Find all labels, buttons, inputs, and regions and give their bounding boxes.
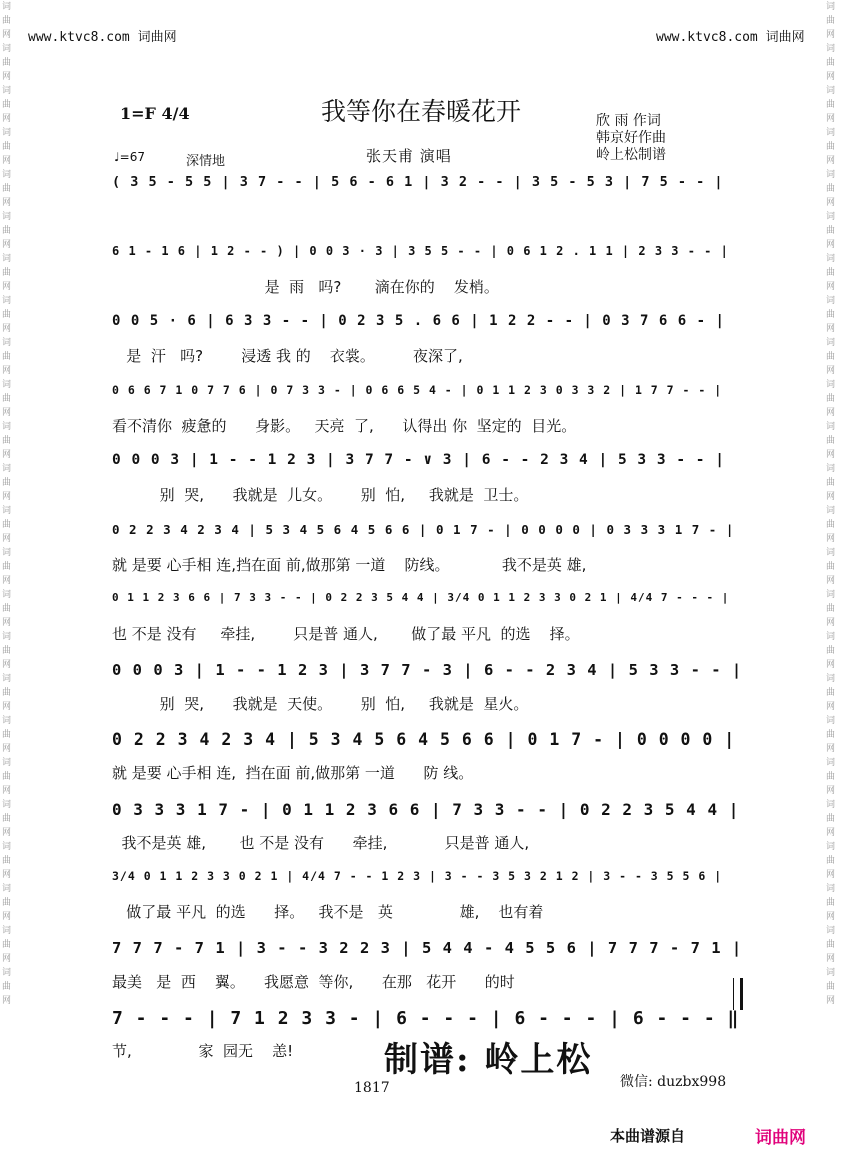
singer-credit: 张天甫 演唱 — [366, 147, 452, 165]
notation-row: 6 1 - 1 6 | 1 2 - - ) | 0 0 3 · 3 | 3 5 5 - - | 0 6 1 2 . 1 1 | 2 3 3 - - | — [112, 244, 729, 258]
notation-row: 0 2 2 3 4 2 3 4 | 5 3 4 5 6 4 5 6 6 | 0 1 7 - | 0 0 0 0 | — [112, 730, 736, 749]
site-url-right[interactable]: www.ktvc8.com 词曲网 — [656, 30, 805, 45]
notation-row: 0 2 2 3 4 2 3 4 | 5 3 4 5 6 4 5 6 6 | 0 1 7 - | 0 0 0 0 | 0 3 3 3 1 7 - | — [112, 522, 735, 537]
lyric-row: 做了最 平凡 的选 择。 我不是 英 雄, 也有着 — [112, 903, 544, 921]
notation-row: ( 3 5 - 5 5 | 3 7 - - | 5 6 - 6 1 | 3 2 - - | 3 5 - 5 3 | 7 5 - - | — [112, 174, 724, 190]
expression-marking: 深情地 — [186, 154, 226, 169]
lyric-row: 别 哭, 我就是 天使。 别 怕, 我就是 星火。 — [112, 695, 529, 713]
lyric-row: 最美 是 西 翼。 我愿意 等你, 在那 花开 的时 — [112, 973, 515, 991]
notation-row: 3/4 0 1 1 2 3 3 0 2 1 | 4/4 7 - - 1 2 3 | 3 - - 3 5 3 2 1 2 | 3 - - 3 5 5 6 | — [112, 869, 723, 883]
right-watermark-strip: 词曲网词曲网词曲网词曲网词曲网词曲网词曲网词曲网词曲网词曲网词曲网词曲网词曲网词曲网词曲网词曲网词曲网词曲网词曲网词曲网词曲网词曲网词曲网词曲网 — [826, 2, 836, 1006]
notation-row: 7 - - - | 7 1 2 3 3 - | 6 - - - | 6 - - - | 6 - - - ‖ — [112, 1008, 740, 1029]
notation-row: 0 1 1 2 3 6 6 | 7 3 3 - - | 0 2 2 3 5 4 4 | 3/4 0 1 1 2 3 3 0 2 1 | 4/4 7 - - - | — [112, 591, 730, 604]
source-brand[interactable]: 词曲网 — [755, 1128, 806, 1148]
key-signature: 1=F 4/4 — [120, 104, 190, 123]
lyric-row: 是 雨 吗? 滴在你的 发梢。 — [112, 278, 499, 296]
composer-credit: 韩京好作曲 — [596, 130, 666, 146]
notation-row: 7 7 7 - 7 1 | 3 - - 3 2 2 3 | 5 4 4 - 4 5 5 6 | 7 7 7 - 7 1 | — [112, 939, 743, 957]
signature: 制谱: 岭上松 — [384, 1040, 593, 1080]
final-barline — [733, 978, 743, 1010]
page-number: 1817 — [354, 1080, 390, 1096]
lyric-row: 别 哭, 我就是 儿女。 别 怕, 我就是 卫士。 — [112, 486, 529, 504]
left-watermark-strip: 词曲网词曲网词曲网词曲网词曲网词曲网词曲网词曲网词曲网词曲网词曲网词曲网词曲网词曲网词曲网词曲网词曲网词曲网词曲网词曲网词曲网词曲网词曲网词曲网 — [2, 2, 12, 1006]
lyricist-credit: 欣 雨 作词 — [596, 113, 661, 129]
notation-row: 0 0 5 · 6 | 6 3 3 - - | 0 2 3 5 . 6 6 | 1 2 2 - - | 0 3 7 6 6 - | — [112, 313, 725, 329]
tempo-marking: ♩=67 — [114, 150, 145, 164]
source-label: 本曲谱源自 — [610, 1127, 686, 1145]
lyric-row: 也 不是 没有 牵挂, 只是普 通人, 做了最 平凡 的选 择。 — [112, 625, 580, 643]
lyric-row: 就 是要 心手相 连, 挡在面 前,做那第 一道 防 线。 — [112, 764, 474, 782]
notation-row: 0 6 6 7 1 0 7 7 6 | 0 7 3 3 - | 0 6 6 5 4 - | 0 1 1 2 3 0 3 3 2 | 1 7 7 - - | — [112, 383, 723, 397]
song-title: 我等你在春暖花开 — [320, 97, 521, 126]
wechat-id: 微信: duzbx998 — [620, 1074, 727, 1090]
notation-row: 0 3 3 3 1 7 - | 0 1 1 2 3 6 6 | 7 3 3 - - | 0 2 2 3 5 4 4 | — [112, 800, 740, 819]
notation-row: 0 0 0 3 | 1 - - 1 2 3 | 3 7 7 - ∨ 3 | 6 - - 2 3 4 | 5 3 3 - - | — [112, 452, 725, 468]
lyric-row: 是 汗 吗? 浸透 我 的 衣裳。 夜深了, — [112, 347, 463, 365]
site-url-left[interactable]: www.ktvc8.com 词曲网 — [28, 30, 177, 45]
lyric-row: 就 是要 心手相 连,挡在面 前,做那第 一道 防线。 我不是英 雄, — [112, 556, 587, 574]
lyric-row: 节, 家 园无 恙! — [112, 1042, 294, 1060]
transcriber-credit: 岭上松制谱 — [596, 147, 666, 163]
lyric-row: 我不是英 雄, 也 不是 没有 牵挂, 只是普 通人, — [112, 834, 530, 852]
notation-row: 0 0 0 3 | 1 - - 1 2 3 | 3 7 7 - 3 | 6 - - 2 3 4 | 5 3 3 - - | — [112, 661, 743, 679]
lyric-row: 看不清你 疲惫的 身影。 天亮 了, 认得出 你 坚定的 目光。 — [112, 417, 577, 435]
